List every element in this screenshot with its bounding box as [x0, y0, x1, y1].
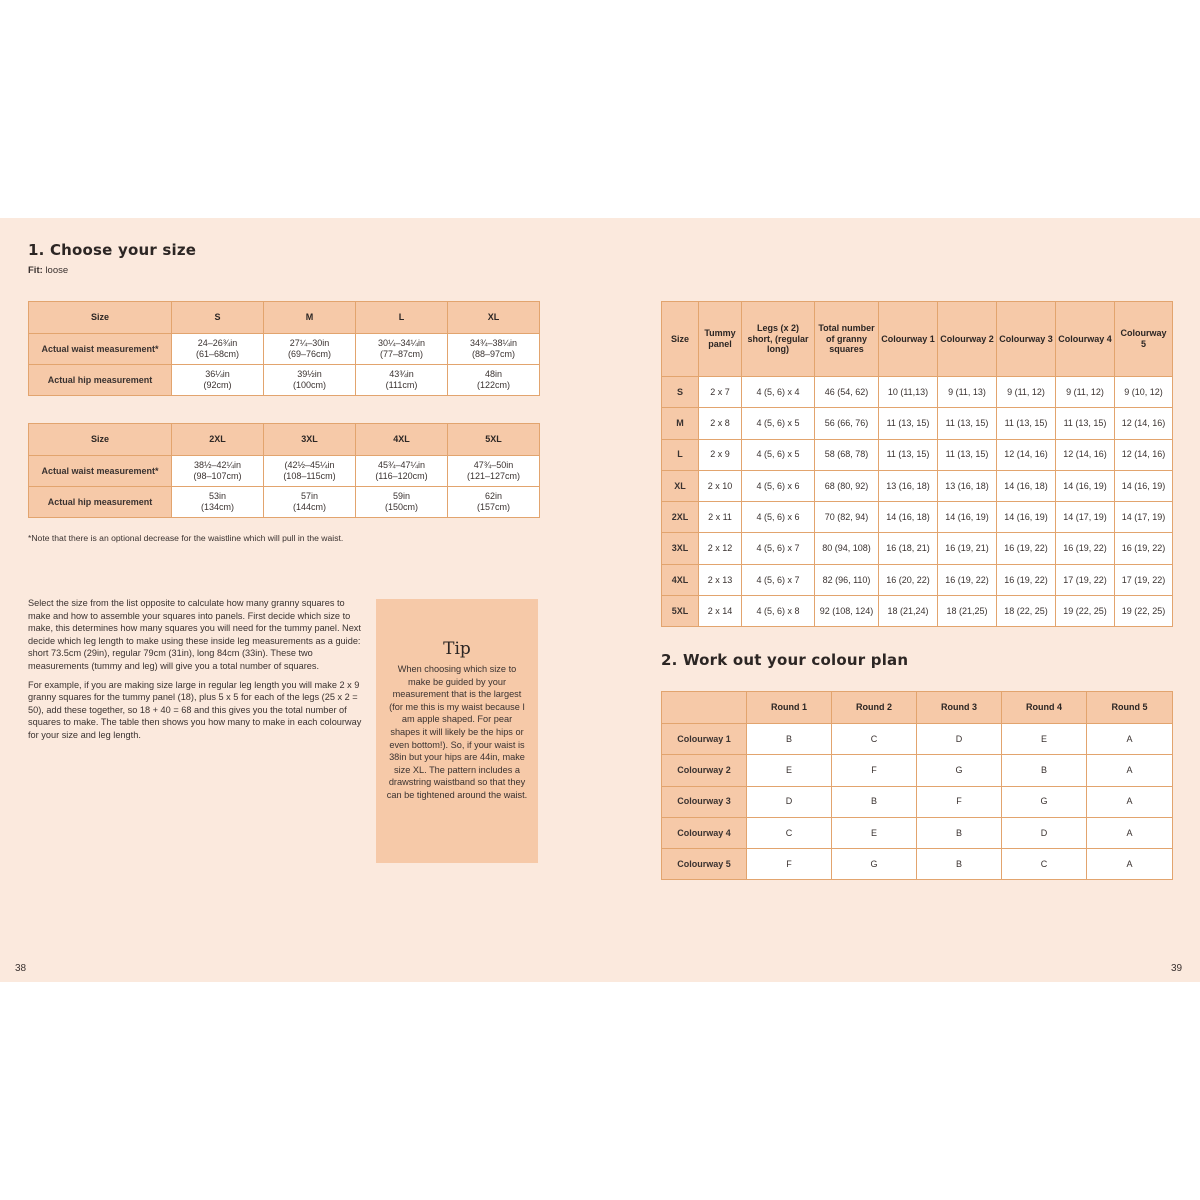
table-cell: 16 (19, 22)	[938, 564, 997, 595]
table-cell: 34¾–38¼in (88–97cm)	[448, 334, 540, 365]
header-cell: M	[264, 302, 356, 334]
row-label: M	[662, 408, 699, 439]
table-cell: 47¾–50in (121–127cm)	[448, 456, 540, 487]
table-cell: 46 (54, 62)	[815, 377, 879, 408]
table-cell: (42½–45¼in (108–115cm)	[264, 456, 356, 487]
row-label: Colourway 1	[662, 724, 747, 755]
table-row	[662, 470, 1173, 501]
table-cell: 82 (96, 110)	[815, 564, 879, 595]
table-row	[662, 533, 1173, 564]
table-cell: 4 (5, 6) x 8	[742, 596, 815, 627]
squares-table-body	[662, 377, 1173, 627]
table-cell: 17 (19, 22)	[1115, 564, 1173, 595]
table-cell: 38½–42¼in (98–107cm)	[172, 456, 264, 487]
instructions-paragraph: Select the size from the list opposite to calculate how many granny squares to make and how to assemble your squares into panels. First decide which size to make, this determines how many squares you will need for the tummy panel. Next decide which leg length to make using these inside leg measurements as a guide: short 73.5cm (29in), regular 79cm (31in), long 84cm (33in). These two measurements (tummy and leg) will give you a total number of squares.	[28, 598, 361, 671]
row-label: Colourway 2	[662, 755, 747, 786]
page-number-right: 39	[1171, 963, 1183, 974]
table-cell: 9 (11, 12)	[997, 377, 1056, 408]
table-cell: F	[747, 849, 832, 880]
tip-title: Tip	[443, 639, 471, 659]
table-cell: A	[1087, 817, 1173, 848]
tip-text: When choosing which size to make be guided by your measurement that is the largest (for me this is my waist because I am apple shaped. For pear shapes it will likely be the hips or even bottom!). So, if your waist is 38in but your hips are 44in, make size XL. The pattern includes a drawstring waistband so that they can be tightened around the waist.	[386, 664, 528, 800]
header-cell: L	[356, 302, 448, 334]
table-row	[662, 377, 1173, 408]
table-row	[662, 755, 1173, 786]
table-cell: 11 (13, 15)	[879, 439, 938, 470]
table-cell: 11 (13, 15)	[938, 439, 997, 470]
table-cell: 36¼in (92cm)	[172, 365, 264, 396]
table-cell: D	[1002, 817, 1087, 848]
row-label: Colourway 5	[662, 849, 747, 880]
colour-plan-heading: 2. Work out your colour plan	[661, 651, 909, 669]
table-cell: 4 (5, 6) x 4	[742, 377, 815, 408]
table-cell: 24–26¾in (61–68cm)	[172, 334, 264, 365]
table-cell: B	[1002, 755, 1087, 786]
row-label: S	[662, 377, 699, 408]
fit-label: Fit:	[28, 265, 43, 276]
table-cell: 4 (5, 6) x 6	[742, 502, 815, 533]
table-cell: 16 (19, 22)	[1115, 533, 1173, 564]
table-cell: 14 (16, 19)	[938, 502, 997, 533]
row-label: 5XL	[662, 596, 699, 627]
row-label: Actual waist measurement*	[29, 456, 172, 487]
table-cell: B	[917, 849, 1002, 880]
row-label: 3XL	[662, 533, 699, 564]
table-cell: 45¾–47¼in (116–120cm)	[356, 456, 448, 487]
table-cell: B	[832, 786, 917, 817]
table-cell: 11 (13, 15)	[1056, 408, 1115, 439]
header-cell: Colourway 3	[997, 302, 1056, 377]
table-cell: A	[1087, 786, 1173, 817]
header-cell: Size	[29, 302, 172, 334]
table-cell: 4 (5, 6) x 6	[742, 470, 815, 501]
header-cell: 4XL	[356, 424, 448, 456]
table-cell: 2 x 14	[699, 596, 742, 627]
header-cell: Tummy panel	[699, 302, 742, 377]
table-cell: 43¾in (111cm)	[356, 365, 448, 396]
table-cell: 12 (14, 16)	[1115, 408, 1173, 439]
table-cell: E	[832, 817, 917, 848]
table-cell: 62in (157cm)	[448, 487, 540, 518]
header-cell: 3XL	[264, 424, 356, 456]
table-cell: 59in (150cm)	[356, 487, 448, 518]
fit-line	[28, 265, 68, 276]
table-cell: G	[832, 849, 917, 880]
table-cell: 58 (68, 78)	[815, 439, 879, 470]
table-cell: 19 (22, 25)	[1115, 596, 1173, 627]
header-cell: XL	[448, 302, 540, 334]
table-cell: 16 (20, 22)	[879, 564, 938, 595]
table-header-row	[29, 302, 540, 334]
table-cell: 4 (5, 6) x 5	[742, 408, 815, 439]
table-cell: E	[747, 755, 832, 786]
table-row	[662, 408, 1173, 439]
table-cell: 17 (19, 22)	[1056, 564, 1115, 595]
table-cell: 30¼–34¼in (77–87cm)	[356, 334, 448, 365]
table-header-row	[662, 302, 1173, 377]
row-label: L	[662, 439, 699, 470]
header-cell: Colourway 5	[1115, 302, 1173, 377]
size-table-1	[28, 301, 540, 396]
table-cell: D	[747, 786, 832, 817]
instructions-text	[28, 597, 364, 748]
table-cell: 13 (16, 18)	[938, 470, 997, 501]
table-cell: D	[917, 724, 1002, 755]
header-cell: S	[172, 302, 264, 334]
table-cell: 14 (16, 19)	[1056, 470, 1115, 501]
header-cell: Size	[29, 424, 172, 456]
header-cell: 2XL	[172, 424, 264, 456]
table-row	[662, 817, 1173, 848]
book-spread	[0, 218, 1200, 982]
table-cell: 19 (22, 25)	[1056, 596, 1115, 627]
table-cell: 14 (16, 18)	[879, 502, 938, 533]
table-cell: 16 (19, 22)	[997, 533, 1056, 564]
table-cell: 2 x 13	[699, 564, 742, 595]
table-cell: 10 (11,13)	[879, 377, 938, 408]
choose-size-heading: 1. Choose your size	[28, 241, 197, 259]
table-cell: 16 (18, 21)	[879, 533, 938, 564]
header-cell	[662, 692, 747, 724]
table-cell: F	[832, 755, 917, 786]
tip-box	[376, 599, 538, 863]
table-cell: 12 (14, 16)	[997, 439, 1056, 470]
row-label: Colourway 3	[662, 786, 747, 817]
row-label: Actual waist measurement*	[29, 334, 172, 365]
header-cell: Colourway 2	[938, 302, 997, 377]
table-cell: 9 (11, 12)	[1056, 377, 1115, 408]
table-cell: 68 (80, 92)	[815, 470, 879, 501]
row-label: Actual hip measurement	[29, 365, 172, 396]
squares-table	[661, 301, 1173, 627]
row-label: Colourway 4	[662, 817, 747, 848]
table-cell: 4 (5, 6) x 7	[742, 533, 815, 564]
header-cell: Size	[662, 302, 699, 377]
colour-plan-table	[661, 691, 1173, 880]
size-table-2	[28, 423, 540, 518]
table-cell: 11 (13, 15)	[938, 408, 997, 439]
table-row	[662, 439, 1173, 470]
table-row	[662, 786, 1173, 817]
header-cell: Round 3	[917, 692, 1002, 724]
table-cell: 9 (10, 12)	[1115, 377, 1173, 408]
table-cell: C	[1002, 849, 1087, 880]
table-cell: G	[917, 755, 1002, 786]
table-cell: 53in (134cm)	[172, 487, 264, 518]
table-row	[29, 365, 540, 396]
table-cell: B	[917, 817, 1002, 848]
table-cell: 18 (21,25)	[938, 596, 997, 627]
table-cell: 12 (14, 16)	[1115, 439, 1173, 470]
table-cell: 11 (13, 15)	[879, 408, 938, 439]
table-cell: 9 (11, 13)	[938, 377, 997, 408]
table-row	[29, 487, 540, 518]
table-cell: 14 (16, 18)	[997, 470, 1056, 501]
row-label: 4XL	[662, 564, 699, 595]
table-row	[29, 334, 540, 365]
table-cell: 16 (19, 22)	[997, 564, 1056, 595]
header-cell: Colourway 1	[879, 302, 938, 377]
header-cell: Legs (x 2) short, (regular long)	[742, 302, 815, 377]
table-cell: B	[747, 724, 832, 755]
table-cell: 2 x 10	[699, 470, 742, 501]
header-cell: Round 2	[832, 692, 917, 724]
table-cell: 14 (16, 19)	[1115, 470, 1173, 501]
header-cell: Round 1	[747, 692, 832, 724]
fit-value: loose	[45, 265, 69, 276]
table-row	[662, 849, 1173, 880]
header-cell: Round 5	[1087, 692, 1173, 724]
table-cell: 13 (16, 18)	[879, 470, 938, 501]
table-cell: 14 (17, 19)	[1056, 502, 1115, 533]
table-cell: A	[1087, 724, 1173, 755]
table-row	[662, 502, 1173, 533]
table-cell: 18 (21,24)	[879, 596, 938, 627]
header-cell: Colourway 4	[1056, 302, 1115, 377]
table-cell: A	[1087, 755, 1173, 786]
table-row	[29, 456, 540, 487]
instructions-paragraph: For example, if you are making size large in regular leg length you will make 2 x 9 granny squares for the tummy panel (18), plus 5 x 5 for each of the legs (25 x 2 = 50), add these together, so 18 + 40 = 68 and this gives you the total number of squares to make. The table then shows you how many to make in each colourway for your size and leg length.	[28, 679, 362, 740]
table-cell: C	[832, 724, 917, 755]
table-cell: C	[747, 817, 832, 848]
colour-table-body	[662, 724, 1173, 880]
header-cell: Round 4	[1002, 692, 1087, 724]
table-cell: 14 (17, 19)	[1115, 502, 1173, 533]
table-cell: 92 (108, 124)	[815, 596, 879, 627]
table-cell: A	[1087, 849, 1173, 880]
table-cell: 39½in (100cm)	[264, 365, 356, 396]
header-cell: 5XL	[448, 424, 540, 456]
header-cell: Total number of granny squares	[815, 302, 879, 377]
table-cell: 2 x 7	[699, 377, 742, 408]
table-cell: 14 (16, 19)	[997, 502, 1056, 533]
table-cell: 4 (5, 6) x 5	[742, 439, 815, 470]
table-header-row	[29, 424, 540, 456]
table-cell: 2 x 9	[699, 439, 742, 470]
page-number-left: 38	[15, 963, 27, 974]
table-cell: 11 (13, 15)	[997, 408, 1056, 439]
table-row	[662, 724, 1173, 755]
table-cell: G	[1002, 786, 1087, 817]
table-cell: 80 (94, 108)	[815, 533, 879, 564]
table-cell: 16 (19, 21)	[938, 533, 997, 564]
table-cell: 12 (14, 16)	[1056, 439, 1115, 470]
row-label: Actual hip measurement	[29, 487, 172, 518]
table-header-row	[662, 692, 1173, 724]
table-cell: 18 (22, 25)	[997, 596, 1056, 627]
waistline-note: *Note that there is an optional decrease for the waistline which will pull in the waist.	[28, 533, 344, 543]
table-cell: 16 (19, 22)	[1056, 533, 1115, 564]
table-cell: F	[917, 786, 1002, 817]
row-label: 2XL	[662, 502, 699, 533]
table-cell: 2 x 12	[699, 533, 742, 564]
table-cell: 56 (66, 76)	[815, 408, 879, 439]
table-row	[662, 564, 1173, 595]
table-cell: 4 (5, 6) x 7	[742, 564, 815, 595]
table-cell: 70 (82, 94)	[815, 502, 879, 533]
table-cell: 2 x 8	[699, 408, 742, 439]
row-label: XL	[662, 470, 699, 501]
table-cell: E	[1002, 724, 1087, 755]
table-cell: 48in (122cm)	[448, 365, 540, 396]
table-cell: 27¼–30in (69–76cm)	[264, 334, 356, 365]
table-cell: 57in (144cm)	[264, 487, 356, 518]
table-row	[662, 596, 1173, 627]
table-cell: 2 x 11	[699, 502, 742, 533]
